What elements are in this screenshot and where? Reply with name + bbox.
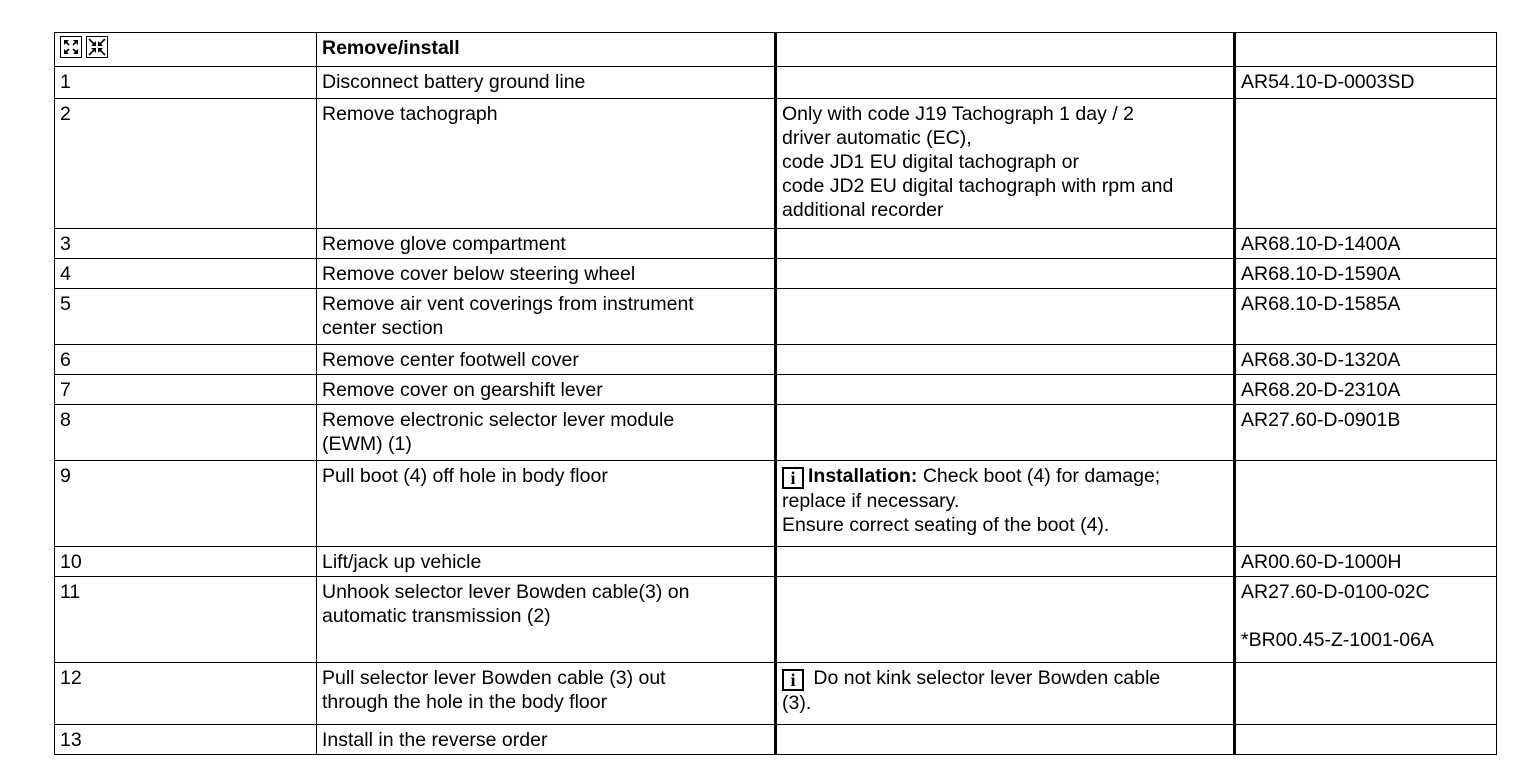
- step-text: Remove glove compartment: [317, 229, 776, 259]
- note-bold: Installation:: [808, 465, 918, 487]
- note-line: code JD2 EU digital tachograph with rpm and: [782, 175, 1174, 197]
- step-note: [776, 375, 1235, 405]
- step-number: 4: [55, 259, 317, 289]
- step-number: 8: [55, 405, 317, 461]
- step-text: Remove cover below steering wheel: [317, 259, 776, 289]
- note-line: [782, 666, 1228, 691]
- step-line: center section: [322, 317, 444, 339]
- step-note: [776, 577, 1235, 663]
- step-reference: [1235, 725, 1497, 755]
- step-text: Lift/jack up vehicle: [317, 547, 776, 577]
- table-row: [55, 99, 1497, 229]
- table-row: [55, 663, 1497, 725]
- step-note: [776, 289, 1235, 345]
- step-reference: [1235, 99, 1497, 229]
- note-text: Do not kink selector lever Bowden cable: [808, 667, 1161, 689]
- step-reference: [1235, 461, 1497, 547]
- table-row: [55, 461, 1497, 547]
- table-row: [55, 725, 1497, 755]
- note-line: replace if necessary.: [782, 490, 960, 512]
- step-number: 2: [55, 99, 317, 229]
- step-number: 3: [55, 229, 317, 259]
- step-number: 6: [55, 345, 317, 375]
- info-icon: i: [782, 669, 804, 691]
- step-text: [317, 663, 776, 725]
- collapse-all-icon[interactable]: [86, 36, 108, 58]
- step-number: 9: [55, 461, 317, 547]
- step-text: [317, 289, 776, 345]
- step-note: [776, 461, 1235, 547]
- step-line: Remove air vent coverings from instrument: [322, 293, 694, 315]
- table-row: [55, 289, 1497, 345]
- note-line: (3).: [782, 692, 812, 714]
- step-note: [776, 67, 1235, 99]
- step-text: Install in the reverse order: [317, 725, 776, 755]
- note-line: additional recorder: [782, 199, 944, 221]
- step-reference-cell: [1235, 577, 1497, 663]
- step-number: 10: [55, 547, 317, 577]
- table-row: [55, 67, 1497, 99]
- step-line: Unhook selector lever Bowden cable(3) on: [322, 581, 690, 603]
- step-line: (EWM) (1): [322, 433, 412, 455]
- step-number: 11: [55, 577, 317, 663]
- table-header-row: [55, 33, 1497, 67]
- header-col4: [1235, 33, 1497, 67]
- step-note: [776, 229, 1235, 259]
- step-reference[interactable]: AR00.60-D-1000H: [1235, 547, 1497, 577]
- step-reference[interactable]: *BR00.45-Z-1001-06A: [1241, 629, 1434, 651]
- step-reference[interactable]: AR27.60-D-0901B: [1235, 405, 1497, 461]
- step-text: Remove cover on gearshift lever: [317, 375, 776, 405]
- step-text: [317, 405, 776, 461]
- step-number: 7: [55, 375, 317, 405]
- note-line: Only with code J19 Tachograph 1 day / 2: [782, 103, 1134, 125]
- step-text: Remove tachograph: [317, 99, 776, 229]
- step-text: Disconnect battery ground line: [317, 67, 776, 99]
- note-line: code JD1 EU digital tachograph or: [782, 151, 1080, 173]
- step-reference[interactable]: AR27.60-D-0100-02C: [1241, 581, 1430, 603]
- step-reference: [1235, 663, 1497, 725]
- note-line: driver automatic (EC),: [782, 127, 972, 149]
- step-number: 5: [55, 289, 317, 345]
- step-number: 13: [55, 725, 317, 755]
- header-title: Remove/install: [317, 33, 776, 67]
- step-note: [776, 99, 1235, 229]
- step-number: 1: [55, 67, 317, 99]
- step-reference[interactable]: AR68.30-D-1320A: [1235, 345, 1497, 375]
- step-text: Pull boot (4) off hole in body floor: [317, 461, 776, 547]
- step-note: [776, 547, 1235, 577]
- step-line: through the hole in the body floor: [322, 691, 608, 713]
- step-line: Remove electronic selector lever module: [322, 409, 675, 431]
- step-reference[interactable]: AR54.10-D-0003SD: [1235, 67, 1497, 99]
- expand-all-icon[interactable]: [60, 36, 82, 58]
- step-note: [776, 725, 1235, 755]
- step-note: [776, 405, 1235, 461]
- step-reference[interactable]: AR68.10-D-1585A: [1235, 289, 1497, 345]
- note-line: [782, 464, 1228, 489]
- step-note: [776, 259, 1235, 289]
- step-line: automatic transmission (2): [322, 605, 551, 627]
- header-col3: [776, 33, 1235, 67]
- table-row: [55, 259, 1497, 289]
- header-icons-cell: [55, 33, 317, 67]
- step-number: 12: [55, 663, 317, 725]
- step-text: Remove center footwell cover: [317, 345, 776, 375]
- step-note: [776, 663, 1235, 725]
- step-note: [776, 345, 1235, 375]
- table-row: [55, 229, 1497, 259]
- note-text: Check boot (4) for damage;: [917, 465, 1161, 487]
- step-text: [317, 577, 776, 663]
- step-reference[interactable]: AR68.20-D-2310A: [1235, 375, 1497, 405]
- step-line: Pull selector lever Bowden cable (3) out: [322, 667, 666, 689]
- table-row: [55, 577, 1497, 663]
- table-row: [55, 547, 1497, 577]
- step-reference[interactable]: AR68.10-D-1590A: [1235, 259, 1497, 289]
- table-row: [55, 405, 1497, 461]
- table-row: [55, 375, 1497, 405]
- procedure-table: [54, 32, 1497, 755]
- info-icon: i: [782, 467, 804, 489]
- note-line: Ensure correct seating of the boot (4).: [782, 514, 1110, 536]
- table-row: [55, 345, 1497, 375]
- step-reference[interactable]: AR68.10-D-1400A: [1235, 229, 1497, 259]
